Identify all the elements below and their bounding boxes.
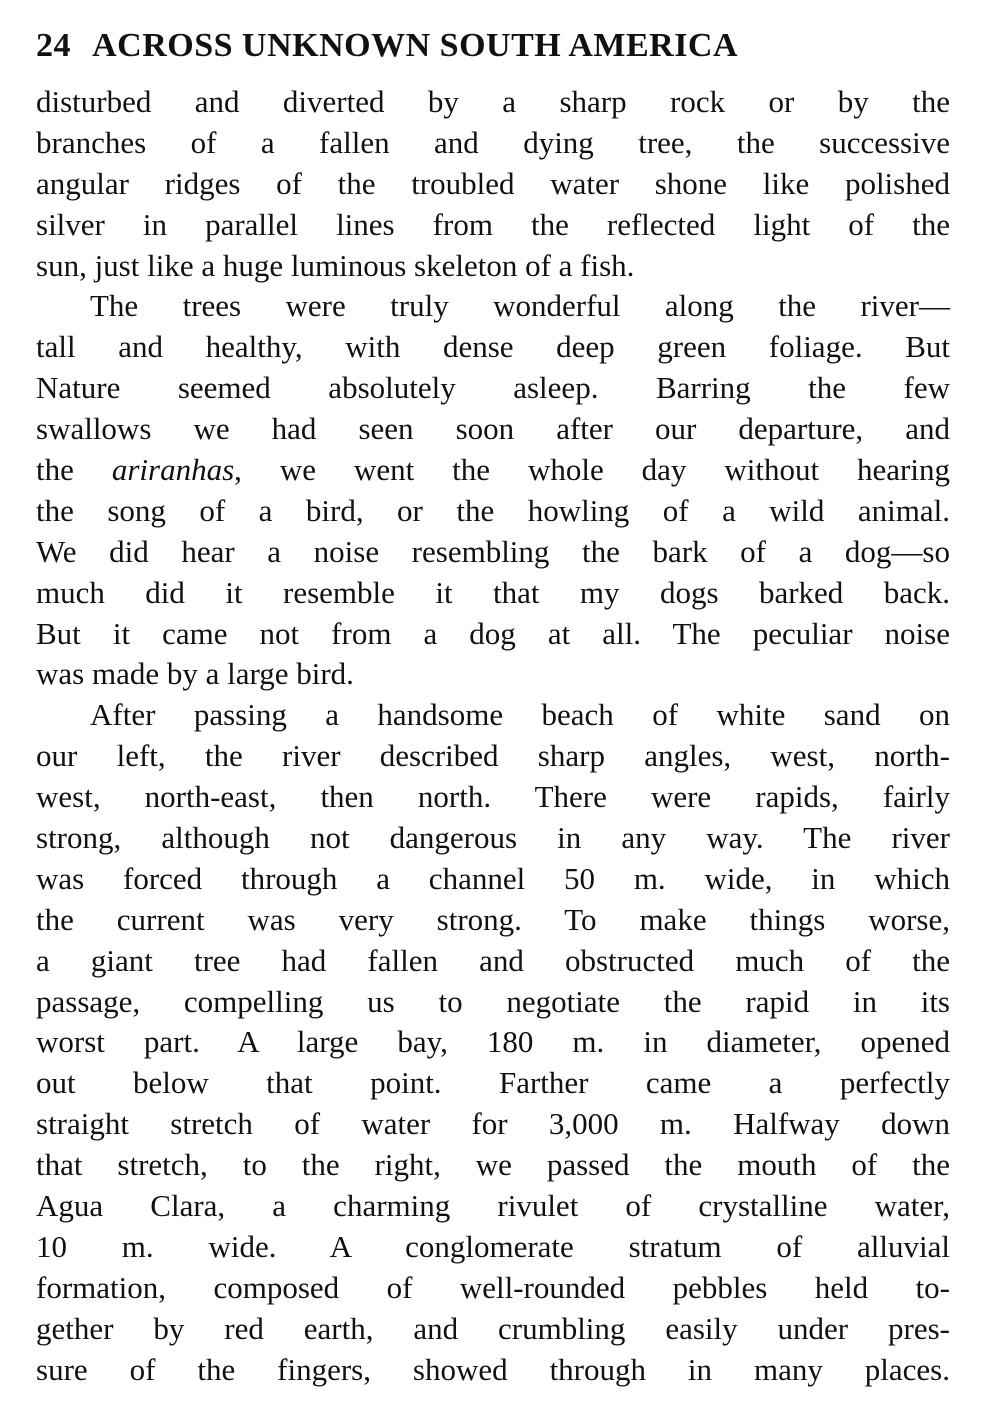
book-page	[36, 26, 950, 1391]
italic-term: ariranhas	[111, 452, 235, 488]
text-line: strong, although not dangerous in any way. The river	[36, 820, 950, 856]
text-line: gether by red earth, and crumbling easily under pres-	[36, 1310, 950, 1346]
text-line: out below that point. Farther came a perfectly	[36, 1065, 950, 1101]
text-line: We did hear a noise resembling the bark of a dog—so	[36, 533, 950, 569]
text-line: branches of a fallen and dying tree, the successive	[36, 124, 950, 160]
text-line: formation, composed of well-rounded pebbles held to-	[36, 1269, 950, 1305]
text-line: Nature seemed absolutely asleep. Barring the few	[36, 370, 950, 406]
text-line: was forced through a channel 50 m. wide, in which	[36, 860, 950, 896]
text-line: much did it resemble it that my dogs barked back.	[36, 574, 950, 610]
text-line	[36, 450, 950, 491]
text-line: the current was very strong. To make things worse,	[36, 901, 950, 937]
text-line: sun, just like a huge luminous skeleton of a fish.	[36, 247, 635, 283]
running-title: ACROSS UNKNOWN SOUTH AMERICA	[92, 27, 739, 64]
text-line: After passing a handsome beach of white sand on	[90, 697, 950, 733]
text-line: sure of the fingers, showed through in many places.	[36, 1351, 950, 1387]
text-line: Agua Clara, a charming rivulet of crystalline water,	[36, 1188, 950, 1224]
text-line: silver in parallel lines from the reflected light of the	[36, 206, 950, 242]
text-line: worst part. A large bay, 180 m. in diameter, opened	[36, 1024, 950, 1060]
running-head	[36, 26, 950, 82]
text-line: 10 m. wide. A conglomerate stratum of alluvial	[36, 1228, 950, 1264]
text-line: our left, the river described sharp angles, west, north-	[36, 738, 950, 774]
text-line: angular ridges of the troubled water shone like polished	[36, 165, 950, 201]
text-line: the song of a bird, or the howling of a wild animal.	[36, 492, 950, 528]
text-line: was made by a large bird.	[36, 656, 354, 692]
text-line: passage, compelling us to negotiate the rapid in its	[36, 983, 950, 1019]
text-line: The trees were truly wonderful along the river—	[90, 288, 950, 324]
text-line: tall and healthy, with dense deep green foliage. But	[36, 329, 950, 365]
page-number: 24	[36, 27, 71, 64]
text-segment: , we went the whole day without hearing	[234, 452, 950, 488]
text-line: swallows we had seen soon after our departure, and	[36, 411, 950, 447]
body-text	[36, 82, 950, 1391]
text-line: west, north-east, then north. There were rapids, fairly	[36, 779, 950, 815]
text-line: that stretch, to the right, we passed the mouth of the	[36, 1147, 950, 1183]
text-line: straight stretch of water for 3,000 m. Halfway down	[36, 1106, 950, 1142]
text-line: disturbed and diverted by a sharp rock or by the	[36, 84, 950, 119]
text-line: a giant tree had fallen and obstructed much of the	[36, 942, 950, 978]
text-line: But it came not from a dog at all. The peculiar noise	[36, 615, 950, 651]
text-segment: the	[36, 452, 112, 488]
